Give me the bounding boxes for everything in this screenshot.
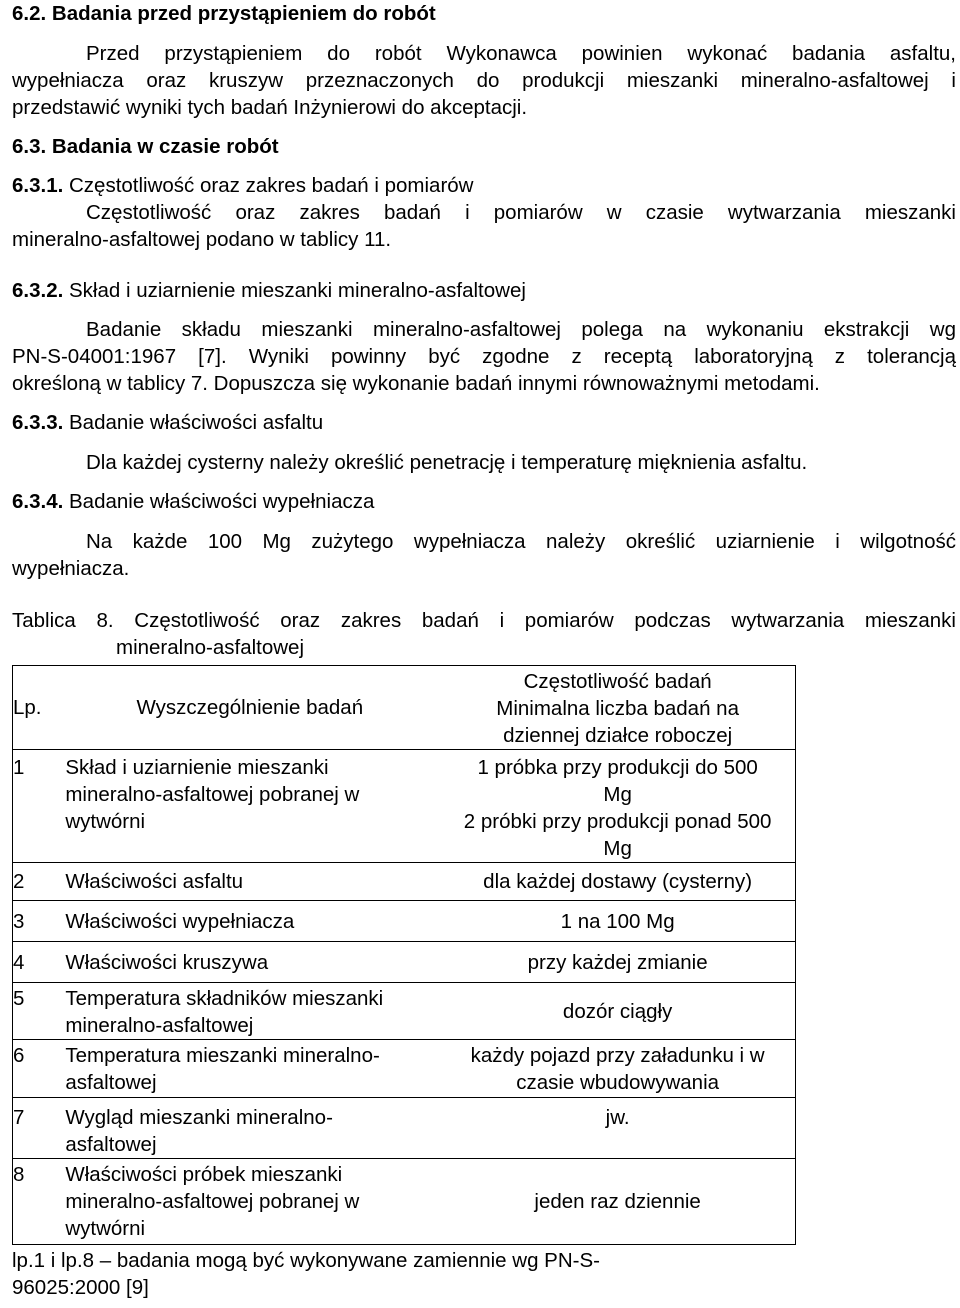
header-frequency-line-3: dziennej działce roboczej: [503, 724, 733, 747]
row-lp: 4: [13, 942, 60, 983]
row-description-line: asfaltowej: [65, 1133, 157, 1156]
section-6-3-heading: 6.3. Badania w czasie robót: [12, 135, 279, 158]
table-row: [13, 1040, 796, 1098]
section-6-2-paragraph: [12, 40, 956, 121]
section-6-3-1-title: Częstotliwość oraz zakres badań i pomiarów: [69, 174, 474, 197]
row-description: [59, 1040, 440, 1098]
section-6-3-2-title: Skład i uziarnienie mieszanki mineralno-asfaltowej: [69, 279, 526, 302]
row-frequency-line: 2 próbki przy produkcji ponad 500: [463, 810, 772, 833]
section-6-3-3-title: Badanie właściwości asfaltu: [69, 411, 324, 434]
section-6-3-2-line-3: określoną w tablicy 7. Dopuszcza się wykonanie badań innymi równoważnymi metodami.: [12, 372, 820, 395]
table-row: [13, 750, 796, 863]
section-6-3-4-line-2: wypełniacza.: [12, 557, 130, 580]
header-lp: Lp.: [13, 666, 60, 750]
header-frequency: [440, 666, 795, 750]
section-6-3-2-heading: [12, 277, 526, 304]
row-lp: 2: [13, 863, 60, 901]
row-description: Właściwości wypełniacza: [59, 901, 440, 942]
table-row: [13, 983, 796, 1040]
row-description-line: Temperatura mieszanki mineralno-: [65, 1044, 380, 1067]
table-footnote: [12, 1244, 796, 1301]
section-6-3-1-number: 6.3.1.: [12, 174, 64, 197]
table-header-row: [13, 666, 796, 750]
section-6-3-3-paragraph: [12, 449, 956, 476]
row-frequency: przy każdej zmianie: [440, 942, 795, 983]
row-description-line: Temperatura składników mieszanki: [65, 987, 384, 1010]
row-frequency: [440, 750, 795, 863]
section-6-3-2-paragraph: [12, 316, 956, 397]
row-description-line: wytwórni: [65, 1217, 146, 1240]
row-frequency-line: 1 próbka przy produkcji do 500: [477, 756, 758, 779]
section-6-3-3-line-1: Dla każdej cysterny należy określić penetrację i temperaturę mięknienia asfaltu.: [86, 451, 808, 474]
row-frequency: 1 na 100 Mg: [440, 901, 795, 942]
section-6-3-2-number: 6.3.2.: [12, 279, 64, 302]
row-frequency-line: czasie wbudowywania: [516, 1071, 720, 1094]
row-lp: 6: [13, 1040, 60, 1098]
row-description-line: Wygląd mieszanki mineralno-: [65, 1106, 333, 1129]
row-frequency-line: każdy pojazd przy załadunku i w: [470, 1044, 765, 1067]
table-row: [13, 942, 796, 983]
row-description: [59, 983, 440, 1040]
section-6-3-4-heading: [12, 488, 374, 515]
section-6-2-heading: 6.2. Badania przed przystąpieniem do robót: [12, 2, 436, 25]
table-row: [13, 901, 796, 942]
table-footnote-line-1: lp.1 i lp.8 – badania mogą być wykonywane zamiennie wg PN-S-: [12, 1249, 600, 1272]
row-description: Właściwości kruszywa: [59, 942, 440, 983]
section-6-3-1-paragraph: [12, 199, 956, 253]
header-frequency-line-2: Minimalna liczba badań na: [496, 697, 739, 720]
row-description: [59, 750, 440, 863]
row-description-line: mineralno-asfaltowej pobranej w: [65, 1190, 360, 1213]
section-6-3-2-line-2: PN-S-04001:1967 [7]. Wyniki powinny być zgodne z receptą laboratoryjną z tolerancją: [12, 345, 956, 368]
table-8: [12, 665, 796, 1244]
table-footnote-line-2: 96025:2000 [9]: [12, 1276, 149, 1299]
header-frequency-line-1: Częstotliwość badań: [523, 670, 712, 693]
row-frequency-line: Mg: [603, 837, 632, 860]
table-caption-line-2: mineralno-asfaltowej: [116, 636, 305, 659]
table-row: [13, 1159, 796, 1244]
table-row: [13, 1098, 796, 1159]
section-6-3-3-number: 6.3.3.: [12, 411, 64, 434]
row-lp: 8: [13, 1159, 60, 1244]
row-lp: 3: [13, 901, 60, 942]
row-description: Właściwości asfaltu: [59, 863, 440, 901]
row-lp: 7: [13, 1098, 60, 1159]
row-description-line: wytwórni: [65, 810, 146, 833]
row-description-line: Właściwości próbek mieszanki: [65, 1163, 343, 1186]
section-6-3-1-heading: [12, 172, 473, 199]
section-6-3-1-line-1: Częstotliwość oraz zakres badań i pomiarów w czasie wytwarzania mieszanki: [86, 201, 956, 224]
section-6-3-4-line-1: Na każde 100 Mg zużytego wypełniacza należy określić uziarnienie i wilgotność: [86, 530, 956, 553]
table-caption-line-1: Tablica 8. Częstotliwość oraz zakres badań i pomiarów podczas wytwarzania mieszanki: [12, 609, 956, 632]
section-6-2-line-2: wypełniacza oraz kruszyw przeznaczonych do produkcji mieszanki mineralno-asfaltowej i: [12, 69, 956, 92]
section-6-2-line-3: przedstawić wyniki tych badań Inżynierowi do akceptacji.: [12, 96, 528, 119]
row-frequency: dla każdej dostawy (cysterny): [440, 863, 795, 901]
row-frequency: dozór ciągły: [440, 983, 795, 1040]
section-6-3-2-line-1: Badanie składu mieszanki mineralno-asfaltowej polega na wykonaniu ekstrakcji wg: [86, 318, 956, 341]
section-6-3-4-number: 6.3.4.: [12, 490, 64, 513]
header-description: Wyszczególnienie badań: [59, 666, 440, 750]
row-description-line: Skład i uziarnienie mieszanki: [65, 756, 329, 779]
row-frequency: jeden raz dziennie: [440, 1159, 795, 1244]
row-frequency: [440, 1040, 795, 1098]
row-lp: 1: [13, 750, 60, 863]
section-6-3-4-title: Badanie właściwości wypełniacza: [69, 490, 375, 513]
section-6-3-4-paragraph: [12, 528, 956, 582]
row-description: [59, 1098, 440, 1159]
table-row: [13, 863, 796, 901]
section-6-3-3-heading: [12, 409, 323, 436]
row-description-line: mineralno-asfaltowej: [65, 1014, 254, 1037]
row-frequency: jw.: [440, 1098, 795, 1159]
row-description: [59, 1159, 440, 1244]
row-description-line: asfaltowej: [65, 1071, 157, 1094]
row-frequency-line: Mg: [603, 783, 632, 806]
row-description-line: mineralno-asfaltowej pobranej w: [65, 783, 360, 806]
row-lp: 5: [13, 983, 60, 1040]
section-6-3-1-line-2: mineralno-asfaltowej podano w tablicy 11.: [12, 228, 392, 251]
section-6-2-line-1: Przed przystąpieniem do robót Wykonawca powinien wykonać badania asfaltu,: [86, 42, 956, 65]
